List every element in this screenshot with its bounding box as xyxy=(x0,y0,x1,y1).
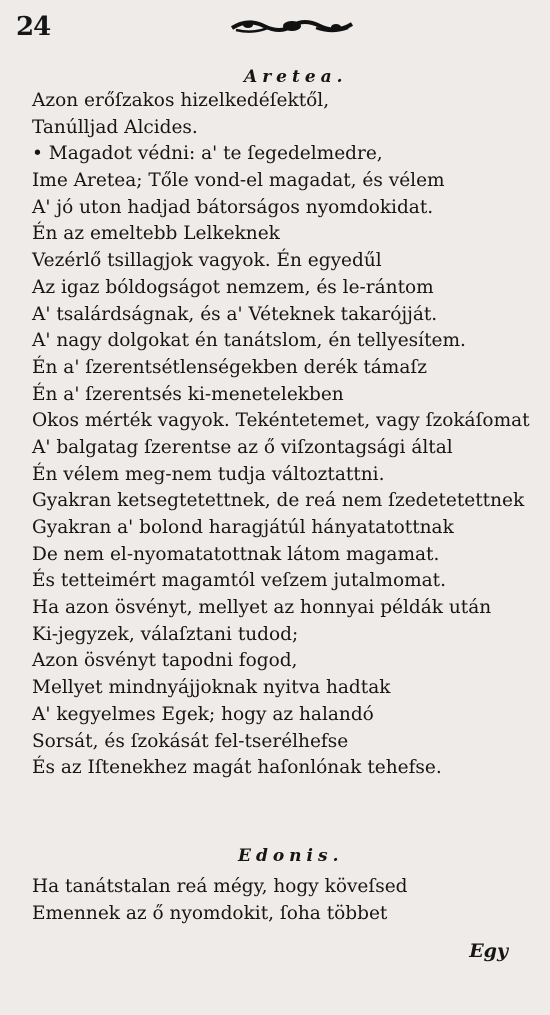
verse-line: Én a' ſzerentsétlenségekben derék támaſz xyxy=(32,356,427,378)
speaker-heading-edonis: Edonis. xyxy=(238,846,344,866)
verse-line: • Magadot védni: a' te ſegedelmedre, xyxy=(32,143,383,165)
decorative-scroll-ornament-icon xyxy=(228,16,356,36)
verse-line: A' kegyelmes Egek; hogy az halandó xyxy=(32,703,374,725)
verse-line: Azon ösvényt tapodni fogod, xyxy=(32,650,298,672)
verse-line: Az igaz bóldogságot nemzem, és le-rántom xyxy=(32,276,434,298)
verse-line: Sorsát, és ſzokását fel-tserélhefse xyxy=(32,730,349,752)
verse-line: A' tsalárdságnak, és a' Véteknek takarójját. xyxy=(32,303,438,325)
verse-line: És tetteimért magamtól veſzem jutalmomat. xyxy=(32,570,446,592)
verse-line: Azon erőſzakos hizelkedéſektől, xyxy=(32,90,330,111)
verse-line: A' jó uton hadjad bátorságos nyomdokidat. xyxy=(32,196,434,218)
verse-line: De nem el-nyomatatottnak látom magamat. xyxy=(32,543,440,565)
verse-line: Én a' ſzerentsés ki-menetelekben xyxy=(32,383,344,405)
catchword: Egy xyxy=(469,940,508,962)
verse-line: Tanúlljad Alcides. xyxy=(32,116,198,138)
verse-line: Ha tanátstalan reá mégy, hogy köveſsed xyxy=(32,876,408,897)
verse-line: Ime Aretea; Tőle vond-el magadat, és vélem xyxy=(32,170,445,192)
verse-line: Én az emeltebb Lelkeknek xyxy=(32,223,280,245)
verse-line: Mellyet mindnyájjoknak nyitva hadtak xyxy=(32,677,391,699)
verse-line: Gyakran a' bolond haragjátúl hányatatottnak xyxy=(32,517,454,538)
verse-line: Én vélem meg-nem tudja változtattni. xyxy=(32,463,385,485)
verse-line: A' nagy dolgokat én tanátslom, én tellyesítem. xyxy=(32,330,466,352)
verse-line: A' balgatag ſzerentse az ő viſzontagsági által xyxy=(32,436,453,458)
verse-line: Gyakran ketsegtetettnek, de reá nem ſzedetetettnek xyxy=(32,490,525,512)
verse-line: Ki-jegyzek, válaſztani tudod; xyxy=(32,623,299,645)
verse-line: És az Iſtenekhez magát haſonlónak tehefse. xyxy=(32,757,442,779)
speaker-heading-aretea: Aretea. xyxy=(244,67,348,87)
verse-line: Ha azon ösvényt, mellyet az honnyai példák után xyxy=(32,597,492,619)
verse-line: Okos mérték vagyok. Tekéntetemet, vagy ſzokáſomat xyxy=(32,410,530,432)
verse-line: Emennek az ő nyomdokit, ſoha többet xyxy=(32,902,388,924)
verse-block-1 xyxy=(32,88,542,782)
verse-block-2 xyxy=(32,874,542,927)
page-number: 24 xyxy=(16,12,51,42)
verse-line: Vezérlő tsillagjok vagyok. Én egyedűl xyxy=(32,250,382,272)
